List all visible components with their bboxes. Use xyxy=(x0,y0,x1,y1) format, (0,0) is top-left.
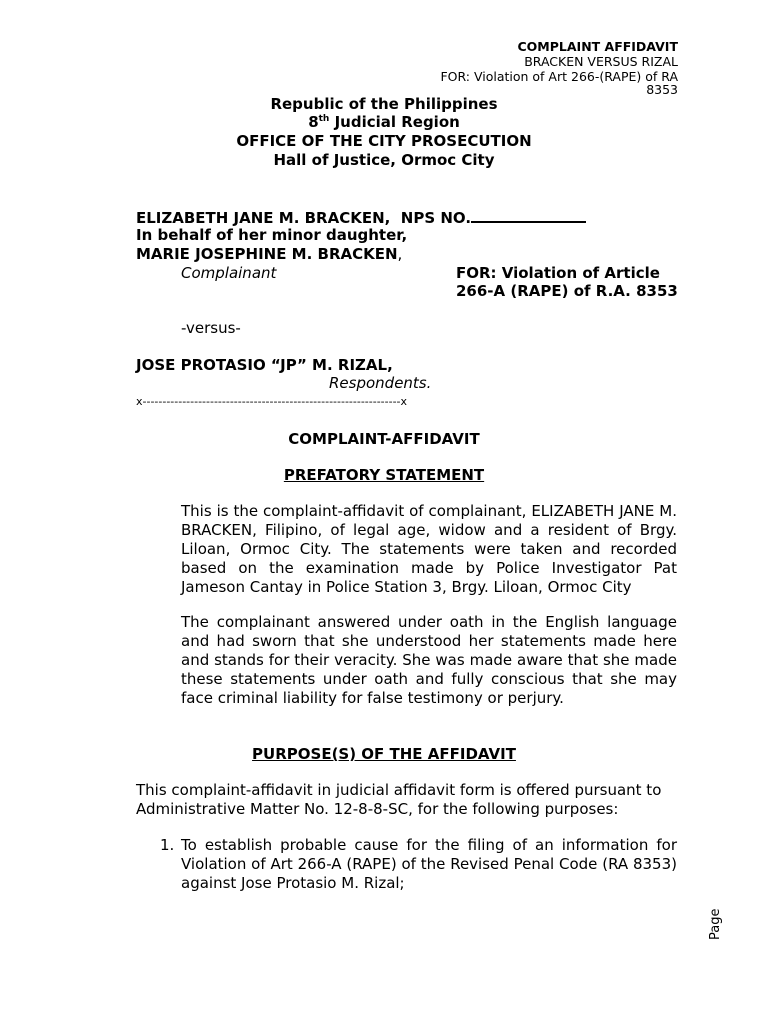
header-title: COMPLAINT AFFIDAVIT xyxy=(517,39,678,54)
purpose-intro: This complaint-affidavit in judicial affidavit form is offered pursuant to Administrative Matter No. 12-8-8-SC, for the following purposes: xyxy=(136,781,662,818)
region-text: Judicial Region xyxy=(329,113,460,131)
prefatory-paragraph-2-text: The complainant answered under oath in the English language and had sworn that she understood her statements made here and stands for their veracity. She was made aware that she made these statements under oath and fully conscious that she may face criminal liability for false testimony or perjury. xyxy=(181,613,677,707)
prefatory-heading xyxy=(0,466,768,484)
prefatory-paragraph-1-text: This is the complaint-affidavit of complainant, ELIZABETH JANE M. BRACKEN, Filipino, of legal age, widow and a resident of Brgy. Liloan, Ormoc City. The statements were taken and recorded based on the examination made by Police Investigator Pat Jameson Cantay in Police Station 3, Brgy. Liloan, Ormoc City xyxy=(181,502,677,596)
office-line4: Hall of Justice, Ormoc City xyxy=(273,151,495,169)
caption-separator: x-----------------------------------------------------------------x xyxy=(136,395,408,408)
daughter-comma: , xyxy=(397,245,403,263)
purpose-heading xyxy=(0,745,768,763)
nps-label: NPS NO. xyxy=(400,209,472,227)
office-region xyxy=(0,113,768,131)
for-violation-line1: FOR: Violation of Article xyxy=(456,264,660,282)
complainant-name: ELIZABETH JANE M. BRACKEN, xyxy=(136,209,391,227)
daughter-name: MARIE JOSEPHINE M. BRACKEN xyxy=(136,245,398,263)
prefatory-heading-text: PREFATORY STATEMENT xyxy=(283,466,485,484)
office-line3: OFFICE OF THE CITY PROSECUTION xyxy=(236,132,532,150)
purpose-item-text: To establish probable cause for the filing of an information for Violation of Art 266-A (RAPE) of the Revised Penal Code (RA 8353) against Jose Protasio M. Rizal; xyxy=(181,836,677,892)
document-title: COMPLAINT-AFFIDAVIT xyxy=(288,430,480,448)
complainant-name-line xyxy=(136,207,586,227)
region-superscript: th xyxy=(318,114,330,124)
prefatory-paragraph-1 xyxy=(136,502,677,597)
header-subtitle: BRACKEN VERSUS RIZAL xyxy=(524,54,678,69)
purpose-heading-text: PURPOSE(S) OF THE AFFIDAVIT xyxy=(252,745,516,763)
prefatory-paragraph-2 xyxy=(136,613,677,708)
daughter-line xyxy=(136,245,402,263)
office-line1: Republic of the Philippines xyxy=(270,95,498,113)
region-number: 8 xyxy=(308,113,319,131)
for-violation-line2: 266-A (RAPE) of R.A. 8353 xyxy=(456,282,678,300)
nps-number-blank xyxy=(471,207,586,223)
purpose-item-number: 1. xyxy=(160,836,175,854)
page-label: Page xyxy=(708,908,723,940)
behalf-line: In behalf of her minor daughter, xyxy=(136,226,408,244)
header-cut-line: 8353 xyxy=(646,82,678,97)
versus-text: -versus- xyxy=(181,319,241,337)
header-for-line: FOR: Violation of Art 266-(RAPE) of RA xyxy=(440,69,678,84)
complainant-role: Complainant xyxy=(181,264,277,282)
respondent-name: JOSE PROTASIO “JP” M. RIZAL, xyxy=(136,356,393,374)
respondent-role: Respondents. xyxy=(329,374,432,392)
